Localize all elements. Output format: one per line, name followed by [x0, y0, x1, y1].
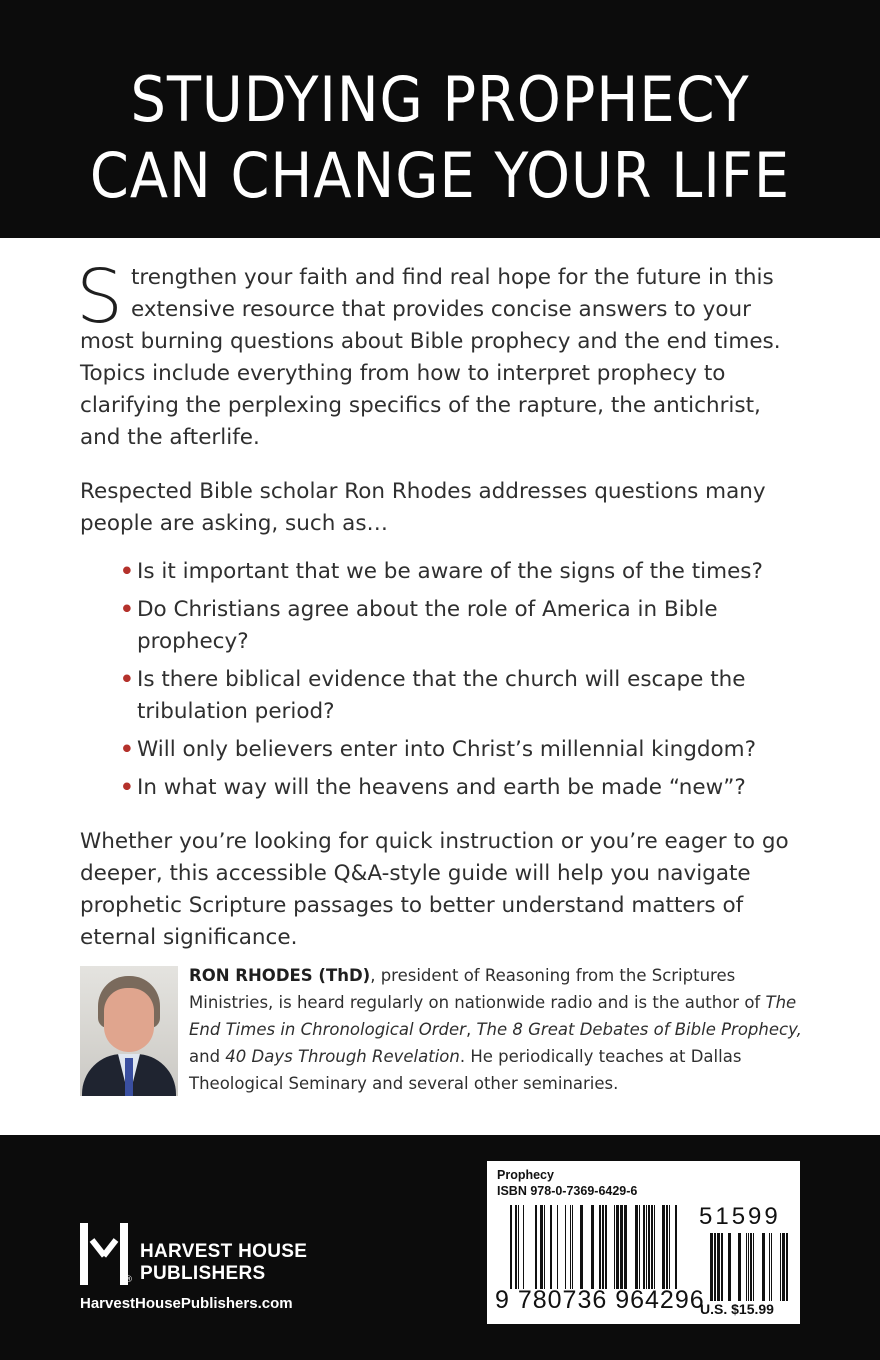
intro-paragraph: [76, 254, 800, 454]
list-item: [120, 734, 800, 766]
list-item: [120, 556, 800, 588]
barcode-category: Prophecy: [497, 1168, 554, 1182]
question-text: In what way will the heavens and earth be made “new”?: [137, 775, 746, 800]
bio-separator: ,: [465, 1020, 477, 1039]
list-item: [120, 772, 800, 804]
publisher-name-line-1: HARVEST HOUSE: [140, 1241, 308, 1262]
bullet-icon: •: [120, 559, 134, 584]
registered-mark: ®: [124, 1275, 133, 1285]
book-title: The End Times in Chronological Order: [189, 993, 797, 1039]
publisher-name: [140, 1241, 307, 1285]
price-label: U.S. $15.99: [700, 1301, 774, 1317]
question-text: Is there biblical evidence that the church will escape the tribulation period?: [137, 667, 746, 724]
isbn-text: ISBN 978-0-7369-6429-6: [497, 1184, 638, 1198]
barcode-icon: [510, 1205, 687, 1289]
bio-text: . He periodically teaches at Dallas Theological Seminary and several other seminaries.: [189, 1047, 742, 1093]
headline-line-2: CAN CHANGE YOUR LIFE: [89, 139, 791, 212]
book-title: The 8 Great Debates of Bible Prophecy,: [476, 1020, 802, 1039]
price-barcode-icon: [701, 1233, 791, 1301]
intro-text: trengthen your faith and find real hope for the future in this extensive resource that provides concise answers to your most burning questions about Bible prophecy and the end times. Topics include everything from how to interpret prophecy to clarifying the perplexing specifics of the rapture, the antichrist, and the afterlife.: [80, 265, 781, 450]
publisher-name-line-2: PUBLISHERS: [140, 1263, 266, 1284]
author-section: [80, 966, 800, 1098]
question-list: [80, 556, 800, 804]
barcode-digits: 9 780736 964296: [495, 1286, 705, 1314]
headline: [0, 0, 880, 214]
author-photo: [80, 966, 178, 1096]
bio-text: , president of Reasoning from the Scriptures Ministries, is heard regularly on nationwide radio and is the author of: [189, 966, 766, 1012]
barcode-box: [487, 1161, 800, 1324]
bio-separator: and: [189, 1047, 226, 1066]
question-text: Will only believers enter into Christ’s millennial kingdom?: [137, 737, 757, 762]
question-text: Do Christians agree about the role of America in Bible prophecy?: [137, 597, 718, 654]
closing-paragraph: Whether you’re looking for quick instruction or you’re eager to go deeper, this accessible Q&A-style guide will help you navigate prophetic Scripture passages to better understand matters of eternal significance.: [80, 829, 789, 950]
publisher-logo: [80, 1223, 340, 1353]
bullet-icon: •: [120, 597, 134, 622]
bullet-icon: •: [120, 737, 134, 762]
drop-cap: S: [76, 254, 123, 340]
bullet-icon: •: [120, 775, 134, 800]
author-bio: [189, 962, 804, 1097]
questions-intro: Respected Bible scholar Ron Rhodes addresses questions many people are asking, such as…: [80, 479, 766, 536]
author-name: RON RHODES (ThD): [189, 966, 371, 985]
harvest-house-logo-icon: [80, 1223, 128, 1285]
list-item: [120, 664, 800, 728]
headline-line-1: STUDYING PROPHECY: [130, 63, 750, 136]
list-item: [120, 594, 800, 658]
footer-band: [0, 1135, 880, 1360]
book-title: 40 Days Through Revelation: [225, 1047, 460, 1066]
bullet-icon: •: [120, 667, 134, 692]
description: [76, 254, 800, 954]
price-code: 51599: [699, 1203, 781, 1230]
header-band: [0, 0, 880, 238]
question-text: Is it important that we be aware of the signs of the times?: [137, 559, 763, 584]
publisher-url: HarvestHousePublishers.com: [80, 1295, 293, 1312]
